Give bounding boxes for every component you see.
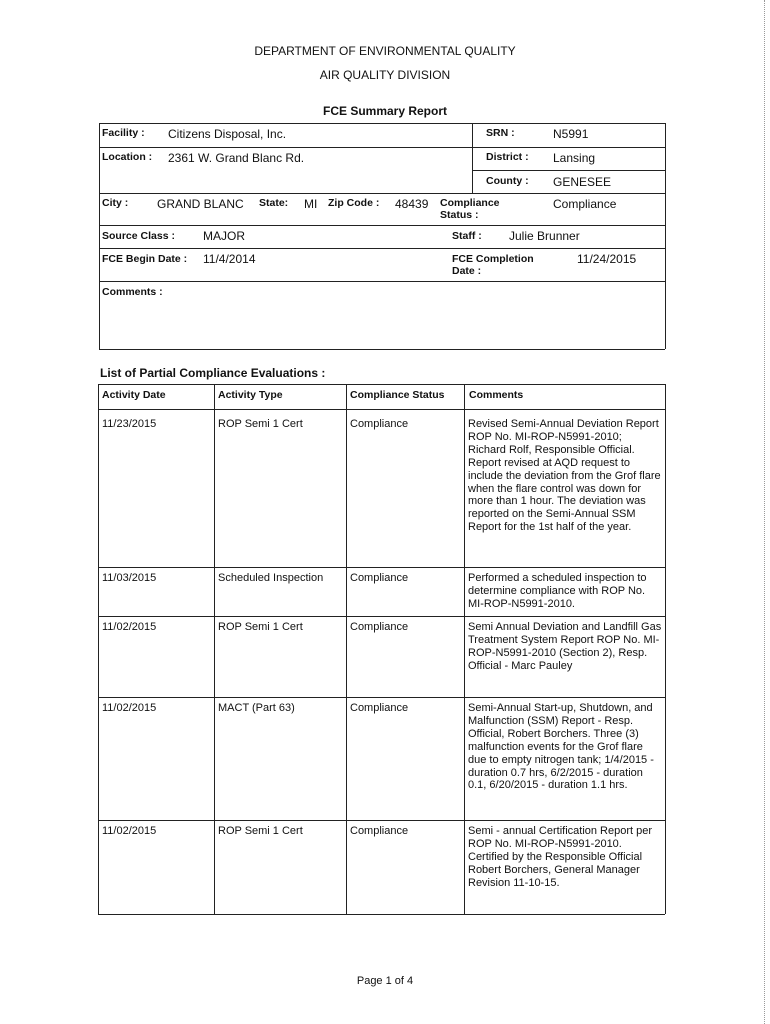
activity-date: 11/03/2015 bbox=[102, 572, 157, 584]
activity-comments: Semi Annual Deviation and Landfill Gas Treatment System Report ROP No. MI-ROP-N5991-2010 (Section 2), Resp. Official - Marc Pauley bbox=[468, 621, 662, 672]
state-label: State: bbox=[259, 197, 289, 209]
zip-value: 48439 bbox=[395, 197, 429, 211]
department-heading: DEPARTMENT OF ENVIRONMENTAL QUALITY bbox=[254, 44, 516, 58]
activity-date: 11/23/2015 bbox=[102, 418, 157, 430]
fce-completion-label: FCE Completion Date : bbox=[452, 253, 534, 277]
source-class-label: Source Class : bbox=[102, 230, 175, 242]
city-label: City : bbox=[102, 197, 129, 209]
comments-label: Comments : bbox=[102, 286, 163, 298]
location-value: 2361 W. Grand Blanc Rd. bbox=[168, 151, 305, 165]
compliance-status: Compliance bbox=[350, 418, 409, 430]
county-value: GENESEE bbox=[553, 175, 612, 189]
fce-completion-value: 11/24/2015 bbox=[577, 252, 637, 266]
compliance-status-value: Compliance bbox=[553, 197, 617, 211]
activity-type: ROP Semi 1 Cert bbox=[218, 418, 303, 430]
activity-comments: Semi - annual Certification Report per ROP No. MI-ROP-N5991-2010. Certified by the Responsible Official Robert Borchers, General Manager Revision 11-10-15. bbox=[468, 825, 653, 889]
column-header-activity-date: Activity Date bbox=[102, 389, 166, 401]
activity-type: ROP Semi 1 Cert bbox=[218, 621, 303, 633]
srn-label: SRN : bbox=[486, 127, 515, 139]
compliance-status: Compliance bbox=[350, 572, 409, 584]
compliance-status: Compliance bbox=[350, 621, 409, 633]
district-label: District : bbox=[486, 151, 529, 163]
column-header-compliance-status: Compliance Status bbox=[350, 389, 445, 401]
compliance-status: Compliance bbox=[350, 702, 409, 714]
state-value: MI bbox=[304, 197, 318, 211]
facility-label: Facility : bbox=[102, 127, 145, 139]
location-label: Location : bbox=[102, 151, 153, 163]
source-class-value: MAJOR bbox=[203, 229, 245, 243]
activity-date: 11/02/2015 bbox=[102, 621, 157, 633]
activity-date: 11/02/2015 bbox=[102, 825, 157, 837]
activity-comments: Revised Semi-Annual Deviation Report ROP No. MI-ROP-N5991-2010; Richard Rolf, Responsible Official. Report revised at AQD request to include the deviation from the Grof flare when the flare control was down for more than 1 hour. The deviation was reported on the Semi-Annual SSM Report for the 1st half of the year. bbox=[468, 418, 661, 534]
activity-date: 11/02/2015 bbox=[102, 702, 157, 714]
column-header-comments: Comments bbox=[469, 389, 524, 401]
evaluations-title: List of Partial Compliance Evaluations : bbox=[100, 366, 326, 380]
fce-begin-label: FCE Begin Date : bbox=[102, 253, 188, 265]
page-number: Page 1 of 4 bbox=[356, 975, 414, 987]
activity-type: ROP Semi 1 Cert bbox=[218, 825, 303, 837]
county-label: County : bbox=[486, 175, 529, 187]
column-header-activity-type: Activity Type bbox=[218, 389, 283, 401]
activity-type: MACT (Part 63) bbox=[218, 702, 295, 714]
srn-value: N5991 bbox=[553, 127, 589, 141]
activity-comments: Semi-Annual Start-up, Shutdown, and Malfunction (SSM) Report - Resp. Official, Robert Borchers. Three (3) malfunction events for the Grof flare due to empty nitrogen tank; 1/4/2015 - duration 0.7 hrs, 6/2/2015 - duration 0.1, 6/20/2015 - duration 1.1 hrs. bbox=[468, 702, 654, 792]
compliance-status: Compliance bbox=[350, 825, 409, 837]
compliance-status-label: Compliance Status : bbox=[440, 197, 500, 221]
facility-value: Citizens Disposal, Inc. bbox=[168, 127, 287, 141]
zip-label: Zip Code : bbox=[328, 197, 380, 209]
staff-value: Julie Brunner bbox=[509, 229, 580, 243]
report-title: FCE Summary Report bbox=[322, 104, 448, 118]
fce-begin-value: 11/4/2014 bbox=[203, 252, 256, 266]
division-heading: AIR QUALITY DIVISION bbox=[319, 68, 451, 82]
activity-type: Scheduled Inspection bbox=[218, 572, 324, 584]
scan-edge-mark bbox=[764, 0, 765, 1024]
city-value: GRAND BLANC bbox=[157, 197, 244, 211]
activity-comments: Performed a scheduled inspection to determine compliance with ROP No. MI-ROP-N5991-2010. bbox=[468, 572, 647, 610]
district-value: Lansing bbox=[553, 151, 596, 165]
staff-label: Staff : bbox=[452, 230, 482, 242]
